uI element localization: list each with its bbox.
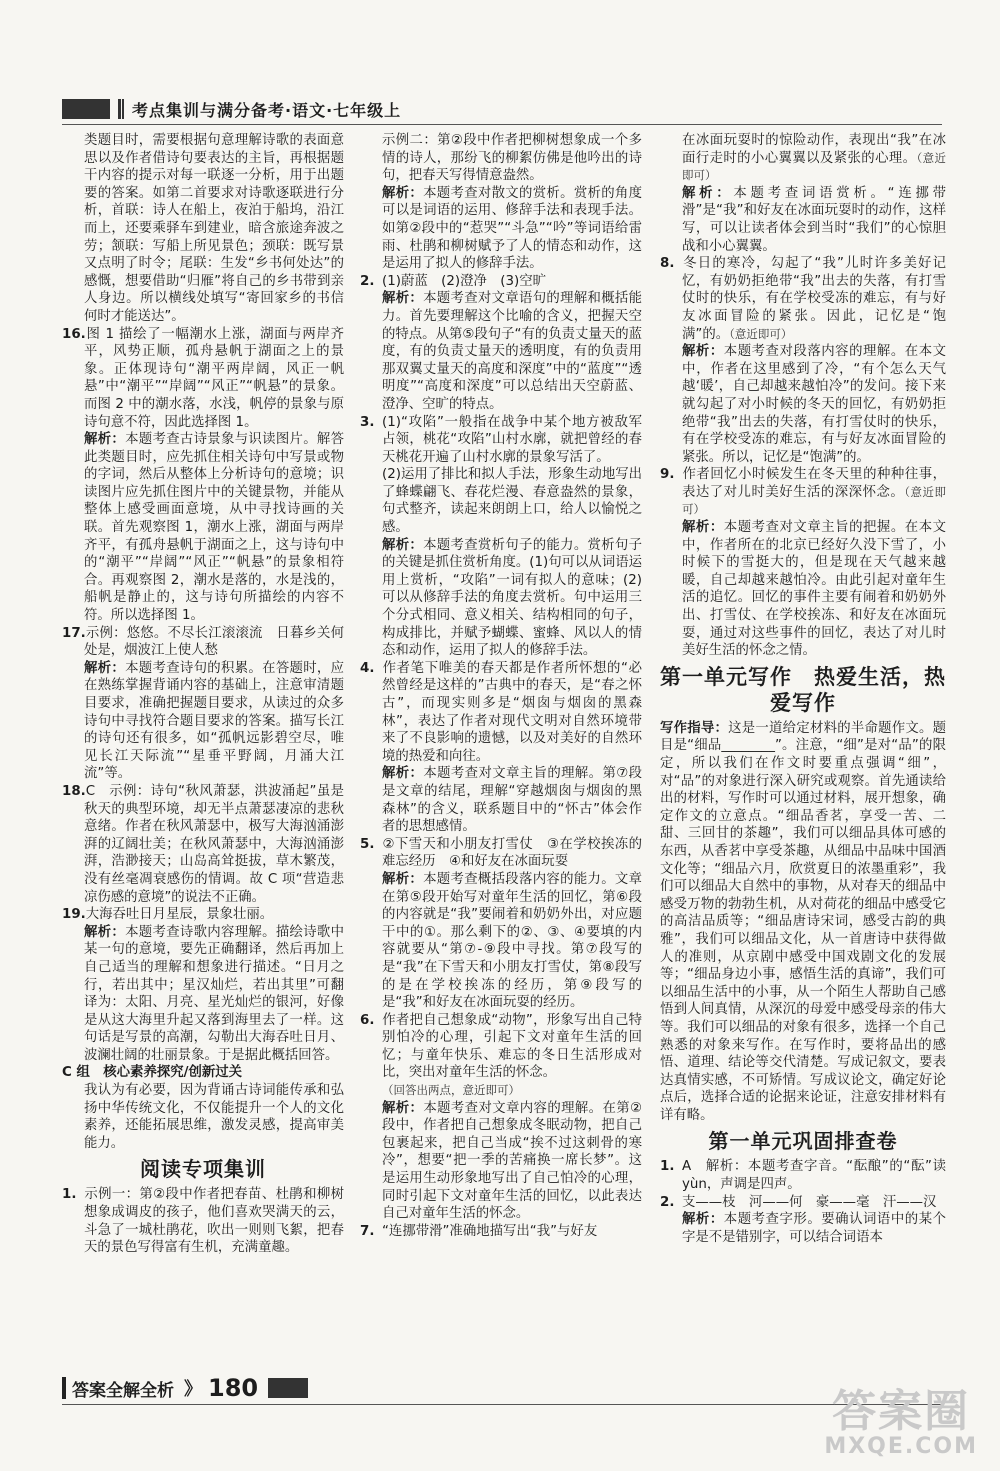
analysis: 解析：本题考查概括段落内容的能力。文章在第⑤段开始写对童年生活的回忆，第⑥段的内容就是“我”要闹着和奶奶外出，对应题干中的①。那么剩下的②、③、④要填的内容就要从“第⑦-⑨段中寻找。第⑦段写的是“我”在下雪天和小朋友打雪仗，第⑧段写的是在学校挨冻的经历，第⑨段写的是“我”和好友在冰面玩耍的经历。 xyxy=(382,871,642,1011)
paragraph: 类题目时，需要根据句意理解诗歌的表面意思以及作者借诗句要表达的主旨，再根据题干内容的提示对每一联逐一分析，用于出题要的答案。如第二首要求对诗歌逐联进行分析，首联：诗人在船上，夜泊于船坞，沿江而上，还要乘驿车到建业，暗含旅途奔波之劳；颔联：写船上所见景色；颈联：既写景又点明了时令；尾联：生发“乡书何处达”的感慨，想要借助“归雁”将自己的乡书带到亲人身边。所以横线处填写“寄回家乡的书信何时才能送达”。 xyxy=(84,133,344,324)
note: （回答出两点，意近即可） xyxy=(382,1083,520,1098)
answer-item: 3. (1)“攻陷”一般指在战争中某个地方被敌军占领，桃花“攻陷”山村水廓，就把曾经的春天桃花开遍了山村水廓的景象写活了。 xyxy=(360,414,642,465)
analysis: 解析：本题考查对文章主旨的把握。在本文中，作者所在的北京已经好久没下雪了，小时候下的雪挺大的，但是现在天气越来越暖，自己却越来越怕冷。由此引起对童年生活的追忆。回忆的事件主要有闹着和奶奶外出、打雪仗、在学校挨冻、和好友在冰面玩耍，通过对这些事件的回忆，表达了对儿时美好生活的怀念之情。 xyxy=(682,520,946,659)
answer-item: 5. ②下雪天和小朋友打雪仗 ③在学校挨冻的难忘经历 ④和好友在冰面玩耍 xyxy=(360,836,642,870)
answer-item: 2. 支——枝 河——何 豪——毫 汗——汉 xyxy=(660,1194,937,1210)
answer-item: 2. (1)蔚蓝 (2)澄净 (3)空旷 xyxy=(360,273,547,289)
paragraph: 在冰面玩耍时的惊险动作，表现出“我”在冰面行走时的小心翼翼以及紧张的心理。（意近即可） xyxy=(682,133,946,183)
analysis: 解析：本题考查对文章语句的理解和概括能力。首先要理解这个比喻的含义，把握天空的特点。从第⑤段句子“有的负责丈量天的蓝度，有的负责丈量天的透明度，有的负责用那双翼丈量天的高度和深度”中的“蓝度”“透明度”“高度和深度”可以总结出天空蔚蓝、澄净、空旷的特点。 xyxy=(382,291,642,412)
footer-block xyxy=(268,1378,308,1398)
answer-item: 16.图 1 描绘了一幅潮水上涨，湖面与两岸齐平，风势正顺，孤舟悬帆于湖面之上的景象。正体现诗句“潮平两岸阔，风正一帆悬”中“潮平”“岸阔”“风正”“帆悬”的景象。而图 2 中的潮水落，水浅，帆停的景象与原诗句意不符，因此选择图 1。 xyxy=(62,326,344,430)
answer-item: 我认为有必要，因为背诵古诗词能传承和弘扬中华传统文化，不仅能提升一个人的文化素养，还能拓展思维，激发灵感，提高审美能力。 xyxy=(84,1083,344,1151)
section-title: 第一单元巩固排查卷 xyxy=(708,1129,898,1154)
analysis: 解析：本题考查古诗景象与识读图片。解答此类题目时，应先抓住相关诗句中写景或物的字词，然后从整体上分析诗句的意境；识读图片应先抓住图片中的关键景物，并能从整体上感受画面意境，从中寻找诗画的关联。首先观察图 1，潮水上涨，湖面与两岸齐平，有孤舟悬帆于湖面之上，这与诗句中的“潮平”“岸阔”“风正”“帆悬”的景象相符合。再观察图 2，潮水是落的，水是浅的，船帆是静止的，这与诗句所描绘的内容不符。所以选择图 1。 xyxy=(84,432,344,624)
header-bars xyxy=(118,99,124,119)
analysis: 解析：本题考查诗句的积累。在答题时，应在熟练掌握背诵内容的基础上，注意审清题目要求，准确把握题目要求，从读过的众多诗句中寻找符合题目要求的答案。描写长江的诗句还有很多，如“孤帆远影碧空尽，唯见长江天际流”“星垂平野阔，月涌大江流”等。 xyxy=(84,660,344,782)
analysis: 解析：本题考查对文章主旨的理解。第⑦段是文章的结尾，理解“穿越烟囱与烟囱的黑森林”的含义，联系题目中的“怀古”体会作者的思想感情。 xyxy=(382,766,642,835)
analysis: 解析：本题考查诗歌内容理解。描绘诗歌中某一句的意境，要先正确翻译，然后再加上自己适当的理解和想象进行描述。“日月之行，若出其中；星汉灿烂，若出其里”可翻译为：太阳、月亮、星光灿烂的银河，好像是从这大海里升起又落到海里去了一样。这句话是写景的高潮，勾勒出大海吞吐日月、波澜壮阔的壮丽景象。于是据此概括回答。 xyxy=(84,924,344,1063)
writing-guide: 写作指导：这是一道给定材料的半命题作文。题目是“细品________”。注意，“细”是对“品”的限定，所以我们在作文时要重点强调“细”，对“品”的对象进行深入研究或观察。首先通读给出的材料，写作时可以通过材料，展开想象，确定作文的立意点。“细品香茗，享受一苦、二甜、三回甘的茶趣”，我们可以细品具体可感的东西，从香茗中享受茶趣，从细品中品味中国酒文化等；“细品六月，欣赏夏日的浓墨重彩”，我们可以细品大自然中的事物，从对春天的细品中感受万物的勃勃生机，从对荷花的细品中感受它的高洁品质等；“细品唐诗宋词，感受古韵的典雅”，我们可以细品文化，从一首唐诗中获得做人的准则，从京剧中感受中国戏剧文化的发展等；“细品身边小事，感悟生活的真谛”，我们可以细品生活中的小事，从一个陌生人帮助自己感悟到人间真情，从深沉的母爱中感受母亲的伟大等。我们可以细品的对象有很多，选择一个自己熟悉的对象来写作。在写作时，要将品出的感悟、道理、结论等交代清楚。写成记叙文，要表达真情实感，不可矫情。写成议论文，确定好论点后，选择合适的论据来论证，注意安排材料有详有略。 xyxy=(660,720,946,1123)
footer-rule xyxy=(62,1404,942,1405)
answer-item: 9. 作者回忆小时候发生在冬天里的种种往事，表达了对儿时美好生活的深深怀念。（意近即可） xyxy=(660,467,946,517)
header-title: 考点集训与满分备考·语文·七年级上 xyxy=(132,100,402,120)
section-title: 阅读专项集训 xyxy=(140,1157,266,1182)
paragraph: (2)运用了排比和拟人手法，形象生动地写出了蜂蝶翩飞、春花烂漫、春意盎然的景象，句式整齐，读起来朗朗上口，给人以愉悦之感。 xyxy=(382,467,642,536)
footer-bar xyxy=(62,1377,66,1399)
answer-item: 8. 冬日的寒冷，勾起了“我”儿时许多美好记忆，有奶奶拒绝带“我”出去的失落，有打雪仗时的快乐，有在学校受冻的难忘，有与好友冰面冒险的紧张。因此，记忆是“饱满”的。（意近即可） xyxy=(660,256,946,342)
analysis: 解析：本题考查词语赏析。“连挪带滑”是“我”和好友在冰面玩耍时的动作，这样写，可以让读者体会到当时“我们”的心惊胆战和小心翼翼。 xyxy=(682,185,946,254)
column-1 xyxy=(62,132,344,1362)
answer-item: 6. 作者把自己想象成“动物”，形象写出自己特别怕冷的心理，引起下文对童年生活的回忆；与童年快乐、难忘的冬日生活形成对比，突出对童年生活的怀念。 xyxy=(360,1012,642,1081)
column-2 xyxy=(360,132,642,1362)
header-rule xyxy=(62,124,942,125)
answer-item: 19.大海吞吐日月星辰，景象壮丽。 xyxy=(62,907,274,923)
answer-item: 7. “连挪带滑”准确地描写出“我”与好友 xyxy=(360,1223,598,1239)
watermark-url: MXQE.COM xyxy=(824,1434,978,1459)
watermark-logo: 答案圈 xyxy=(832,1386,971,1437)
answer-item: 17.示例：悠悠。不尽长江滚滚流 日暮乡关何处是，烟波江上使人愁 xyxy=(62,625,344,659)
paragraph: 示例二：第②段中作者把柳树想象成一个多情的诗人，那纷飞的柳絮仿佛是他吟出的诗句，把春天写得情意盎然。 xyxy=(382,133,642,184)
analysis: 解析：本题考查字形。要确认词语中的某个字是不是错别字，可以结合词语本 xyxy=(682,1212,946,1245)
analysis: 解析：本题考查对文章内容的理解。在第②段中，作者把自己想象成冬眠动物，把自己包裹起来，把自己当成“挨不过这刺骨的寒冷”，想要“把一季的苦痛换一席长梦”。这是运用生动形象地写出了自己怕冷的心理，同时引起下文对童年生活的回忆，以此表达自己对童年生活的怀念。 xyxy=(382,1100,642,1222)
footer-label: 答案全解全析 xyxy=(72,1380,174,1401)
analysis: 解析：本题考查对散文的赏析。赏析的角度可以是词语的运用、修辞手法和表现手法。如第②段中的“惹哭”“斗急”“吟”等词语给雷雨、杜鹃和柳树赋予了人的情态和动作，这是运用了拟人的修辞手法。 xyxy=(382,185,642,272)
column-3 xyxy=(660,132,946,1362)
watermark xyxy=(824,1386,978,1459)
analysis: 解析：本题考查对段落内容的理解。在本文中，作者在这里感到了冷，“有个怎么天气越‘暖’，自己却越来越怕冷”的发问。接下来就勾起了对小时候的冬天的回忆，有奶奶拒绝带“我”出去的失落，有打雪仗时的快乐，有在学校受冻的难忘，有与好友冰面冒险的紧张。所以，记忆是“饱满”的。 xyxy=(682,344,946,465)
page-footer xyxy=(62,1374,308,1402)
chevron-right-icon: 》 xyxy=(184,1379,198,1400)
group-heading: C 组 核心素养探究/创新过关 xyxy=(62,1065,243,1081)
answer-item: 1. A 解析：本题考查字音。“酝酿”的“酝”读 yùn，声调是四声。 xyxy=(660,1159,946,1193)
analysis: 解析：本题考查赏析句子的能力。赏析句子的关键是抓住赏析角度。(1)句可以从词语运用上赏析，“攻陷”一词有拟人的意味；(2)可以从修辞手法的角度去赏析。句中运用三个分式相同、意义相关、结构相同的句子，构成排比，并赋予蝴蝶、蜜蜂、风以人的情态和动作，运用了拟人的修辞手法。 xyxy=(382,537,642,659)
page-number: 180 xyxy=(208,1374,259,1402)
section-title: 第一单元写作 热爱生活，热爱写作 xyxy=(660,664,946,715)
page-header xyxy=(62,96,942,122)
answer-item: 1. 示例一：第②段中作者把春苗、杜鹃和柳树想象成调皮的孩子，他们喜欢哭满天的云，斗急了一城杜鹃花，吹出一则则飞絮，把春天的景色写得富有生机，充满童趣。 xyxy=(62,1187,344,1256)
answer-item: 18.C 示例：诗句“秋风萧瑟，洪波涌起”虽是秋天的典型环境，却无半点萧瑟凄凉的悲秋意绪。作者在秋风萧瑟中，极写大海汹涌澎湃的辽阔壮美；在秋风萧瑟中，大海汹涌澎湃，浩渺接天；山岛高耸挺拔，草木繁茂，没有丝毫凋衰感伤的情调。故 C 项“营造悲凉伤感的意境”的说法不正确。 xyxy=(62,783,344,905)
header-block xyxy=(62,99,110,119)
answer-item: 4. 作者笔下唯美的春天都是作者所怀想的“必然曾经是这样的”古典中的春天，是“春之怀古”，而现实则多是“烟囱与烟囱的黑森林”，表达了作者对现代文明对自然环境带来了不良影响的遗憾，以及对美好的自然环境的热爱和向往。 xyxy=(360,660,642,764)
